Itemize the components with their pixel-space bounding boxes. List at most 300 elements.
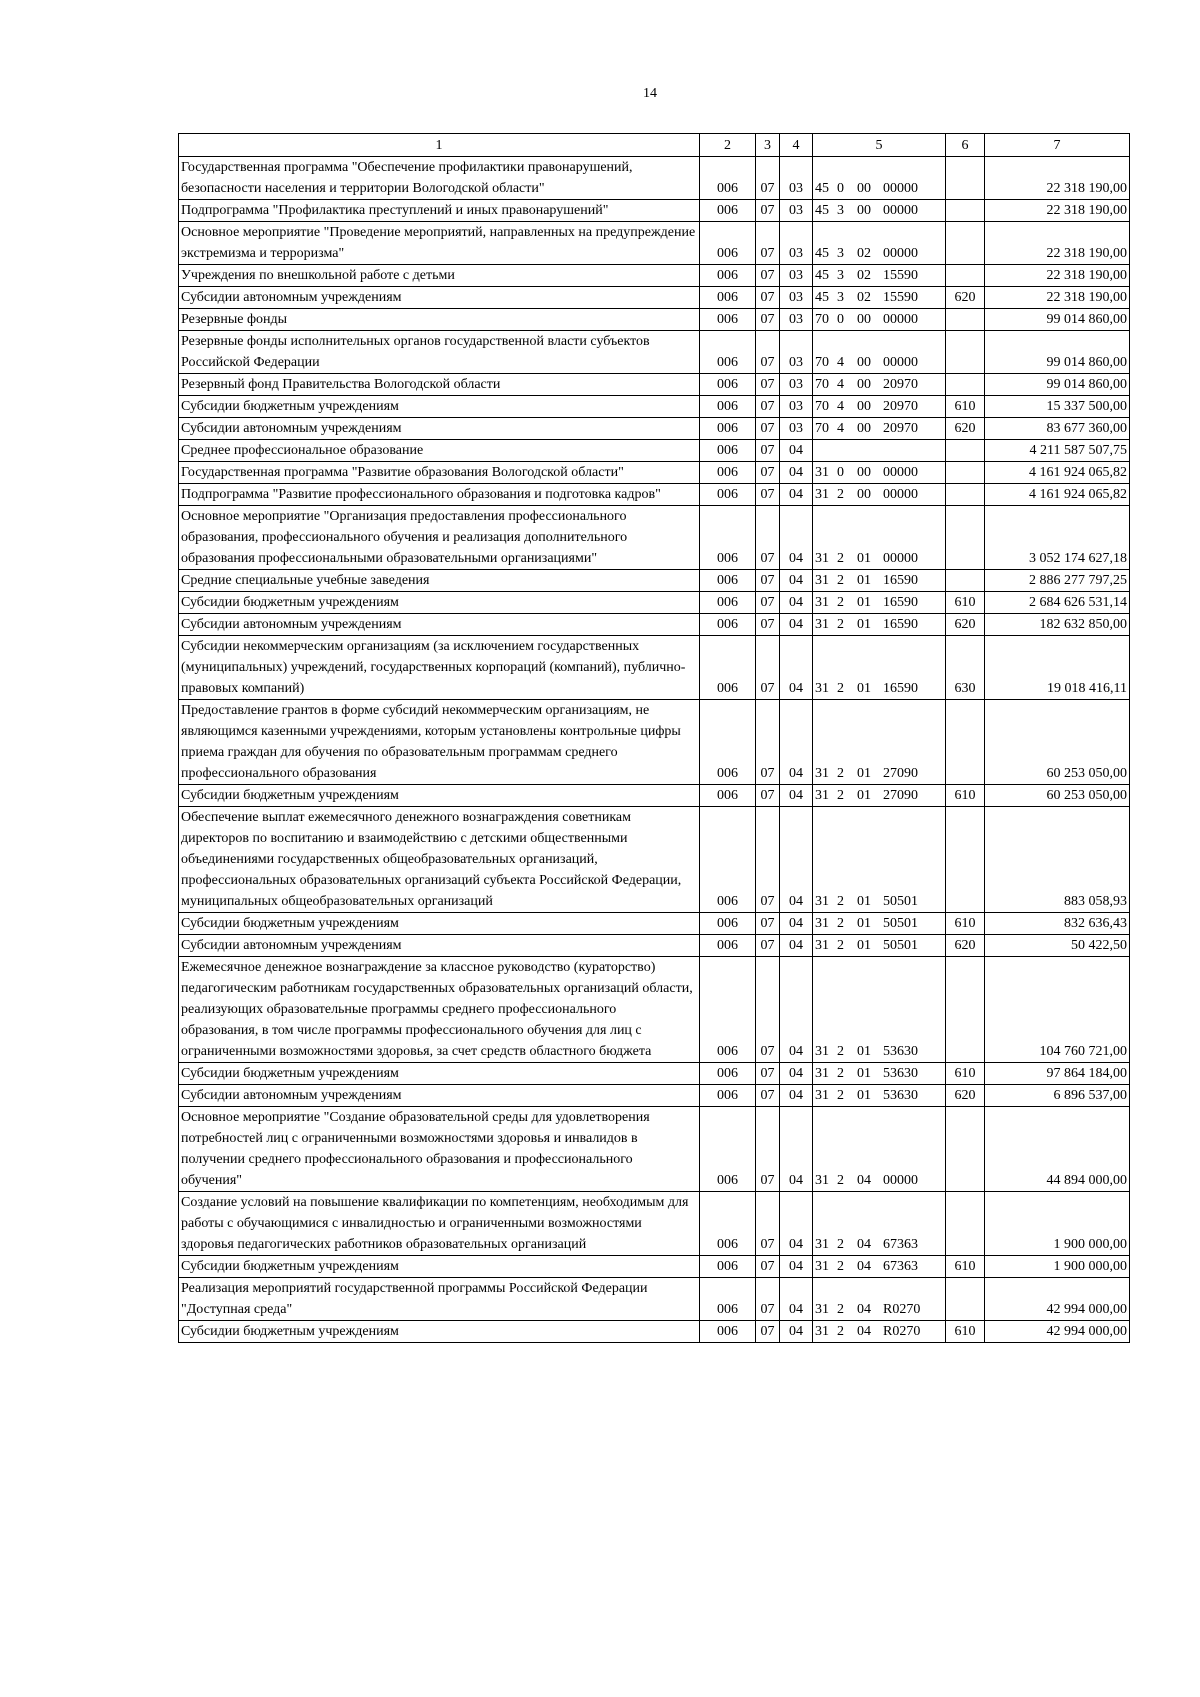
expense-type-code: 610 [946,785,985,807]
expense-type-code: 620 [946,418,985,440]
header-row [179,134,1130,157]
target-article-part-1: 31 [815,1259,829,1274]
expense-type-code [946,331,985,374]
target-article-part-4: 27090 [883,766,918,781]
subsection-code: 04 [780,614,813,636]
section-code: 07 [756,331,780,374]
section-code: 07 [756,1063,780,1085]
row-name: Субсидии бюджетным учреждениям [179,1321,700,1343]
amount: 22 318 190,00 [985,200,1130,222]
target-article-part-1: 70 [815,355,829,370]
target-article-part-1: 31 [815,916,829,931]
subsection-code: 03 [780,374,813,396]
target-article-part-2: 2 [837,916,844,931]
amount: 6 896 537,00 [985,1085,1130,1107]
target-article-code [813,700,946,785]
target-article-code [813,462,946,484]
target-article-part-3: 00 [857,421,871,436]
section-code: 07 [756,440,780,462]
amount: 60 253 050,00 [985,785,1130,807]
section-code: 07 [756,462,780,484]
subsection-code: 04 [780,1085,813,1107]
ministry-code: 006 [700,614,756,636]
target-article-part-1: 31 [815,1302,829,1317]
section-code: 07 [756,1085,780,1107]
ministry-code: 006 [700,1085,756,1107]
target-article-code [813,1085,946,1107]
target-article-part-2: 2 [837,788,844,803]
ministry-code: 006 [700,200,756,222]
target-article-code [813,1063,946,1085]
amount: 44 894 000,00 [985,1107,1130,1192]
ministry-code: 006 [700,1107,756,1192]
target-article-part-4: 20970 [883,377,918,392]
expense-type-code [946,484,985,506]
table-row [179,570,1130,592]
table-body [179,157,1130,1343]
target-article-part-4: 53630 [883,1044,918,1059]
target-article-part-2: 2 [837,1088,844,1103]
table-row [179,418,1130,440]
target-article-part-3: 01 [857,573,871,588]
subsection-code: 04 [780,592,813,614]
row-name: Государственная программа "Обеспечение профилактики правонарушений, безопасности населения и территории Вологодской области" [179,157,700,200]
target-article-part-3: 01 [857,1066,871,1081]
header-col-5: 5 [813,134,946,157]
section-code: 07 [756,1321,780,1343]
target-article-part-1: 31 [815,487,829,502]
page-number: 14 [643,86,657,101]
target-article-part-2: 4 [837,377,844,392]
expense-type-code: 620 [946,287,985,309]
table-row [179,331,1130,374]
expense-type-code: 610 [946,592,985,614]
row-name: Основное мероприятие "Создание образовательной среды для удовлетворения потребностей лиц с ограниченными возможностями здоровья и инвалидов в получении среднего профессионального образования и профессионального обучения" [179,1107,700,1192]
table-row [179,935,1130,957]
section-code: 07 [756,1107,780,1192]
target-article-part-1: 31 [815,573,829,588]
section-code: 07 [756,570,780,592]
target-article-code [813,440,946,462]
subsection-code: 04 [780,785,813,807]
target-article-part-3: 04 [857,1173,871,1188]
target-article-part-1: 31 [815,1173,829,1188]
table-row [179,785,1130,807]
expense-type-code: 620 [946,935,985,957]
table-row [179,636,1130,700]
ministry-code: 006 [700,484,756,506]
target-article-part-3: 02 [857,290,871,305]
amount: 2 684 626 531,14 [985,592,1130,614]
table-row [179,592,1130,614]
expense-type-code [946,265,985,287]
target-article-part-4: 00000 [883,1173,918,1188]
section-code: 07 [756,636,780,700]
ministry-code: 006 [700,1192,756,1256]
amount: 15 337 500,00 [985,396,1130,418]
row-name: Основное мероприятие "Организация предоставления профессионального образования, профессионального обучения и реализация дополнительного образования профессиональными образовательными организациями" [179,506,700,570]
subsection-code: 04 [780,1063,813,1085]
amount: 60 253 050,00 [985,700,1130,785]
header-col-2: 2 [700,134,756,157]
target-article-part-2: 0 [837,181,844,196]
amount: 3 052 174 627,18 [985,506,1130,570]
table-row [179,309,1130,331]
section-code: 07 [756,309,780,331]
table-row [179,807,1130,913]
table-row [179,913,1130,935]
table-row [179,1192,1130,1256]
target-article-code [813,570,946,592]
target-article-part-3: 01 [857,788,871,803]
expense-type-code [946,462,985,484]
amount: 22 318 190,00 [985,287,1130,309]
target-article-part-3: 00 [857,355,871,370]
target-article-part-3: 00 [857,465,871,480]
subsection-code: 04 [780,913,813,935]
target-article-part-4: 00000 [883,246,918,261]
target-article-part-4: R0270 [883,1324,921,1339]
target-article-part-4: 67363 [883,1237,918,1252]
ministry-code: 006 [700,265,756,287]
amount: 22 318 190,00 [985,265,1130,287]
subsection-code: 03 [780,309,813,331]
target-article-part-3: 00 [857,181,871,196]
table-row [179,287,1130,309]
target-article-part-4: 00000 [883,465,918,480]
section-code: 07 [756,200,780,222]
target-article-part-2: 0 [837,312,844,327]
target-article-code [813,506,946,570]
amount: 4 211 587 507,75 [985,440,1130,462]
target-article-part-3: 01 [857,595,871,610]
target-article-part-3: 00 [857,312,871,327]
amount: 99 014 860,00 [985,309,1130,331]
row-name: Субсидии автономным учреждениям [179,1085,700,1107]
target-article-code [813,807,946,913]
ministry-code: 006 [700,222,756,265]
subsection-code: 04 [780,957,813,1063]
target-article-part-2: 4 [837,399,844,414]
target-article-part-4: 16590 [883,617,918,632]
subsection-code: 03 [780,265,813,287]
expense-type-code [946,1107,985,1192]
subsection-code: 04 [780,570,813,592]
target-article-part-4: 15590 [883,290,918,305]
row-name: Субсидии автономным учреждениям [179,287,700,309]
target-article-part-2: 2 [837,1044,844,1059]
expense-type-code: 610 [946,396,985,418]
ministry-code: 006 [700,506,756,570]
target-article-code [813,331,946,374]
subsection-code: 03 [780,396,813,418]
expense-type-code [946,1192,985,1256]
target-article-part-1: 31 [815,465,829,480]
target-article-part-2: 2 [837,1173,844,1188]
row-name: Резервные фонды [179,309,700,331]
row-name: Субсидии бюджетным учреждениям [179,1063,700,1085]
table-row [179,200,1130,222]
ministry-code: 006 [700,785,756,807]
section-code: 07 [756,785,780,807]
target-article-code [813,1321,946,1343]
target-article-part-3: 04 [857,1237,871,1252]
row-name: Средние специальные учебные заведения [179,570,700,592]
target-article-code [813,957,946,1063]
target-article-part-2: 4 [837,355,844,370]
target-article-part-3: 01 [857,938,871,953]
table-row [179,157,1130,200]
amount: 99 014 860,00 [985,331,1130,374]
subsection-code: 04 [780,1192,813,1256]
target-article-part-4: 00000 [883,181,918,196]
target-article-code [813,592,946,614]
table-row [179,1085,1130,1107]
subsection-code: 03 [780,418,813,440]
target-article-part-4: 00000 [883,487,918,502]
row-name: Резервный фонд Правительства Вологодской области [179,374,700,396]
subsection-code: 03 [780,331,813,374]
target-article-part-1: 45 [815,268,829,283]
ministry-code: 006 [700,418,756,440]
expense-type-code: 630 [946,636,985,700]
section-code: 07 [756,1192,780,1256]
subsection-code: 04 [780,807,813,913]
subsection-code: 04 [780,636,813,700]
row-name: Обеспечение выплат ежемесячного денежного вознаграждения советникам директоров по воспитанию и взаимодействию с детскими общественными объединениями государственных общеобразовательных организаций, профессиональных образовательных организаций субъекта Российской Федерации, муниципальных общеобразовательных организаций [179,807,700,913]
expense-type-code [946,374,985,396]
table-row [179,1321,1130,1343]
amount: 42 994 000,00 [985,1321,1130,1343]
section-code: 07 [756,506,780,570]
ministry-code: 006 [700,440,756,462]
target-article-part-1: 31 [815,894,829,909]
target-article-part-3: 00 [857,203,871,218]
target-article-part-2: 3 [837,290,844,305]
expense-type-code [946,957,985,1063]
target-article-part-3: 01 [857,617,871,632]
target-article-part-3: 02 [857,268,871,283]
target-article-part-1: 70 [815,421,829,436]
row-name: Субсидии автономным учреждениям [179,935,700,957]
table-row [179,1278,1130,1321]
row-name: Реализация мероприятий государственной программы Российской Федерации "Доступная среда" [179,1278,700,1321]
section-code: 07 [756,287,780,309]
target-article-code [813,396,946,418]
row-name: Субсидии бюджетным учреждениям [179,592,700,614]
target-article-part-2: 2 [837,1259,844,1274]
section-code: 07 [756,592,780,614]
target-article-part-4: 50501 [883,938,918,953]
amount: 1 900 000,00 [985,1192,1130,1256]
row-name: Государственная программа "Развитие образования Вологодской области" [179,462,700,484]
target-article-code [813,418,946,440]
ministry-code: 006 [700,462,756,484]
target-article-part-1: 31 [815,595,829,610]
target-article-code [813,200,946,222]
table-header [179,134,1130,157]
target-article-part-1: 45 [815,203,829,218]
table-row [179,1256,1130,1278]
table-row [179,484,1130,506]
ministry-code: 006 [700,309,756,331]
ministry-code: 006 [700,636,756,700]
subsection-code: 04 [780,1256,813,1278]
target-article-part-1: 31 [815,1044,829,1059]
target-article-part-2: 2 [837,894,844,909]
row-name: Основное мероприятие "Проведение мероприятий, направленных на предупреждение экстремизма и терроризма" [179,222,700,265]
subsection-code: 04 [780,700,813,785]
amount: 832 636,43 [985,913,1130,935]
ministry-code: 006 [700,700,756,785]
target-article-part-2: 0 [837,465,844,480]
target-article-part-3: 01 [857,916,871,931]
header-col-4: 4 [780,134,813,157]
amount: 42 994 000,00 [985,1278,1130,1321]
target-article-part-4: 00000 [883,312,918,327]
expense-type-code: 610 [946,1321,985,1343]
target-article-part-4: 53630 [883,1066,918,1081]
subsection-code: 04 [780,506,813,570]
expense-type-code: 610 [946,1063,985,1085]
row-name: Создание условий на повышение квалификации по компетенциям, необходимым для работы с обучающимися с инвалидностью и ограниченными возможностями здоровья педагогических работников образовательных организаций [179,1192,700,1256]
row-name: Подпрограмма "Развитие профессионального образования и подготовка кадров" [179,484,700,506]
section-code: 07 [756,957,780,1063]
target-article-part-2: 3 [837,268,844,283]
target-article-part-3: 00 [857,399,871,414]
section-code: 07 [756,700,780,785]
ministry-code: 006 [700,331,756,374]
amount: 19 018 416,11 [985,636,1130,700]
section-code: 07 [756,1278,780,1321]
subsection-code: 04 [780,935,813,957]
ministry-code: 006 [700,957,756,1063]
amount: 22 318 190,00 [985,222,1130,265]
target-article-part-2: 2 [837,595,844,610]
table-row [179,700,1130,785]
target-article-code [813,1107,946,1192]
row-name: Субсидии автономным учреждениям [179,418,700,440]
table-row [179,614,1130,636]
expense-type-code [946,157,985,200]
target-article-code [813,1192,946,1256]
target-article-part-1: 45 [815,290,829,305]
target-article-code [813,309,946,331]
amount: 2 886 277 797,25 [985,570,1130,592]
row-name: Ежемесячное денежное вознаграждение за классное руководство (кураторство) педагогическим работникам государственных образовательных организаций области, реализующих образовательные программы среднего профессионального образования, в том числе программы профессионального обучения для лиц с ограниченными возможностями здоровья, за счет средств областного бюджета [179,957,700,1063]
target-article-part-2: 2 [837,1324,844,1339]
target-article-part-2: 2 [837,766,844,781]
subsection-code: 04 [780,484,813,506]
target-article-code [813,1256,946,1278]
section-code: 07 [756,265,780,287]
expense-type-code: 610 [946,1256,985,1278]
target-article-part-1: 31 [815,1088,829,1103]
target-article-code [813,614,946,636]
target-article-part-3: 04 [857,1324,871,1339]
target-article-part-2: 3 [837,203,844,218]
header-col-6: 6 [946,134,985,157]
target-article-part-1: 31 [815,551,829,566]
row-name: Подпрограмма "Профилактика преступлений и иных правонарушений" [179,200,700,222]
subsection-code: 03 [780,200,813,222]
target-article-part-4: 20970 [883,399,918,414]
subsection-code: 03 [780,157,813,200]
target-article-part-3: 04 [857,1302,871,1317]
ministry-code: 006 [700,1278,756,1321]
subsection-code: 04 [780,1278,813,1321]
ministry-code: 006 [700,1063,756,1085]
subsection-code: 04 [780,462,813,484]
table-row [179,265,1130,287]
target-article-part-1: 31 [815,1066,829,1081]
header-col-1: 1 [179,134,700,157]
expense-type-code [946,200,985,222]
amount: 4 161 924 065,82 [985,462,1130,484]
target-article-part-1: 31 [815,681,829,696]
amount: 182 632 850,00 [985,614,1130,636]
target-article-code [813,484,946,506]
expense-type-code: 620 [946,614,985,636]
section-code: 07 [756,935,780,957]
expense-type-code [946,807,985,913]
target-article-part-1: 70 [815,399,829,414]
section-code: 07 [756,807,780,913]
header-col-3: 3 [756,134,780,157]
target-article-part-1: 31 [815,1324,829,1339]
target-article-part-2: 3 [837,246,844,261]
row-name: Субсидии бюджетным учреждениям [179,396,700,418]
target-article-part-3: 01 [857,1088,871,1103]
target-article-part-2: 2 [837,487,844,502]
expense-type-code [946,570,985,592]
expense-type-code [946,440,985,462]
ministry-code: 006 [700,287,756,309]
target-article-part-1: 31 [815,1237,829,1252]
target-article-code [813,222,946,265]
target-article-part-4: 00000 [883,203,918,218]
target-article-part-2: 2 [837,938,844,953]
target-article-part-2: 2 [837,1066,844,1081]
ministry-code: 006 [700,1256,756,1278]
ministry-code: 006 [700,807,756,913]
target-article-part-3: 04 [857,1259,871,1274]
target-article-part-4: 53630 [883,1088,918,1103]
ministry-code: 006 [700,396,756,418]
ministry-code: 006 [700,913,756,935]
target-article-code [813,265,946,287]
row-name: Среднее профессиональное образование [179,440,700,462]
row-name: Субсидии некоммерческим организациям (за исключением государственных (муниципальных) учреждений, государственных корпораций (компаний), публично-правовых компаний) [179,636,700,700]
section-code: 07 [756,484,780,506]
row-name: Предоставление грантов в форме субсидий некоммерческим организациям, не являющимся казенными учреждениями, которым установлены контрольные цифры приема граждан для обучения по образовательным программам среднего профессионального образования [179,700,700,785]
target-article-part-3: 01 [857,551,871,566]
target-article-part-2: 2 [837,573,844,588]
target-article-part-1: 31 [815,617,829,632]
target-article-part-4: 16590 [883,595,918,610]
target-article-part-2: 2 [837,1302,844,1317]
target-article-part-1: 31 [815,938,829,953]
expense-type-code [946,222,985,265]
target-article-part-2: 2 [837,551,844,566]
target-article-code [813,913,946,935]
target-article-part-4: 00000 [883,355,918,370]
target-article-part-1: 70 [815,312,829,327]
target-article-part-1: 31 [815,788,829,803]
section-code: 07 [756,396,780,418]
table-row [179,1107,1130,1192]
section-code: 07 [756,418,780,440]
